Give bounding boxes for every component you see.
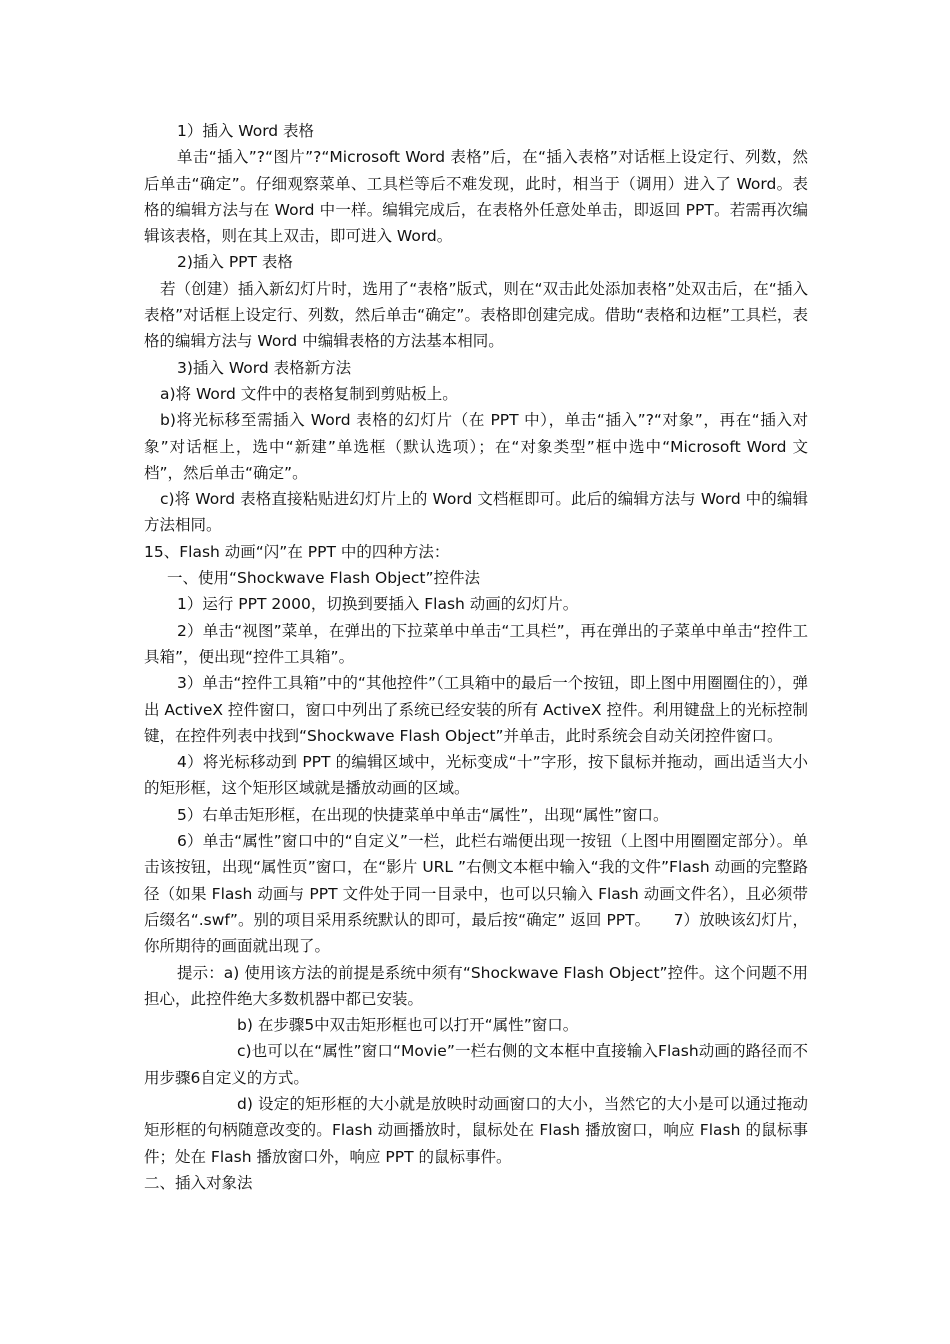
paragraph-hint-c: c)也可以在“属性”窗口“Movie”一栏右侧的文本框中直接输入Flash动画的路径而不用步骤6自定义的方式。 bbox=[144, 1042, 808, 1087]
paragraph-flash-step-4: 4）将光标移动到 PPT 的编辑区域中，光标变成“十”字形，按下鼠标并拖动，画出适当大小的矩形框，这个矩形区域就是播放动画的区域。 bbox=[144, 753, 808, 798]
section-heading-flash: 15、Flash 动画“闪”在 PPT 中的四种方法： bbox=[144, 542, 450, 561]
heading-insert-ppt-table: 2)插入 PPT 表格 bbox=[177, 253, 293, 272]
paragraph-flash-step-6-7: 6）单击“属性”窗口中的“自定义”一栏，此栏右端便出现一按钮（上图中用圈圈定部分）。单击该按钮，出现“属性页”窗口，在“影片 URL ”右侧文本框中输入“我的文件”Flash 动画的完整路径（如果 Flash 动画与 PPT 文件处于同一目录中，也可以只输入 Flash 动画文件名），且必须带后缀名“.swf”。别的项目采用系统默认的即可，最后按“确定” 返回 PPT。 7）放映该幻灯片，你所期待的画面就出现了。 bbox=[144, 832, 808, 956]
section-heading-insert-object: 二、插入对象法 bbox=[144, 1173, 253, 1192]
paragraph-step-c: c)将 Word 表格直接粘贴进幻灯片上的 Word 文档框即可。此后的编辑方法与 Word 中的编辑方法相同。 bbox=[144, 490, 808, 535]
paragraph-hint-a: 提示：a) 使用该方法的前提是系统中须有“Shockwave Flash Object”控件。这个问题不用担心，此控件绝大多数机器中都已安装。 bbox=[144, 963, 808, 1008]
paragraph-hint-b: b) 在步骤5中双击矩形框也可以打开“属性”窗口。 bbox=[237, 1016, 579, 1035]
paragraph-flash-step-3: 3）单击“控件工具箱”中的“其他控件”（工具箱中的最后一个按钮，即上图中用圈圈住的），弹出 ActiveX 控件窗口，窗口中列出了系统已经安装的所有 ActiveX 控件。利用键盘上的光标控制键，在控件列表中找到“Shockwave Flash Object”并单击，此时系统会自动关闭控件窗口。 bbox=[144, 674, 808, 745]
paragraph-flash-step-5: 5）右单击矩形框，在出现的快捷菜单中单击“属性”，出现“属性”窗口。 bbox=[177, 805, 669, 824]
subheading-shockwave-control: 一、使用“Shockwave Flash Object”控件法 bbox=[167, 569, 481, 588]
heading-new-method: 3)插入 Word 表格新方法 bbox=[177, 358, 352, 377]
paragraph-flash-step-2: 2）单击“视图”菜单，在弹出的下拉菜单中单击“工具栏”，再在弹出的子菜单中单击“控件工具箱”，便出现“控件工具箱”。 bbox=[144, 621, 808, 666]
paragraph-step-a: a)将 Word 文件中的表格复制到剪贴板上。 bbox=[160, 384, 458, 403]
paragraph-step-b: b)将光标移至需插入 Word 表格的幻灯片（在 PPT 中），单击“插入”?“对象”，再在“插入对象”对话框上，选中“新建”单选框（默认选项）；在“对象类型”框中选中“Microsoft Word 文档”，然后单击“确定”。 bbox=[144, 411, 808, 482]
paragraph-ppt-table-steps: 若（创建）插入新幻灯片时，选用了“表格”版式，则在“双击此处添加表格”处双击后，在“插入表格”对话框上设定行、列数，然后单击“确定”。表格即创建完成。借助“表格和边框”工具栏，表格的编辑方法与 Word 中编辑表格的方法基本相同。 bbox=[144, 279, 808, 351]
paragraph-flash-step-1: 1）运行 PPT 2000，切换到要插入 Flash 动画的幻灯片。 bbox=[177, 595, 579, 614]
heading-insert-word-table: 1）插入 Word 表格 bbox=[177, 122, 315, 140]
paragraph-word-table-steps: 单击“插入”?“图片”?“Microsoft Word 表格”后，在“插入表格”对话框上设定行、列数，然后单击“确定”。仔细观察菜单、工具栏等后不难发现，此时，相当于（调用）进入了 Word。表格的编辑方法与在 Word 中一样。编辑完成后，在表格外任意处单击，即返回 PPT。若需再次编辑该表格，则在其上双击，即可进入 Word。 bbox=[144, 148, 808, 246]
document-body bbox=[144, 118, 808, 1196]
paragraph-hint-d: d) 设定的矩形框的大小就是放映时动画窗口的大小，当然它的大小是可以通过拖动矩形框的句柄随意改变的。Flash 动画播放时，鼠标处在 Flash 播放窗口，响应 Flash 的鼠标事件；处在 Flash 播放窗口外，响应 PPT 的鼠标事件。 bbox=[144, 1094, 808, 1166]
